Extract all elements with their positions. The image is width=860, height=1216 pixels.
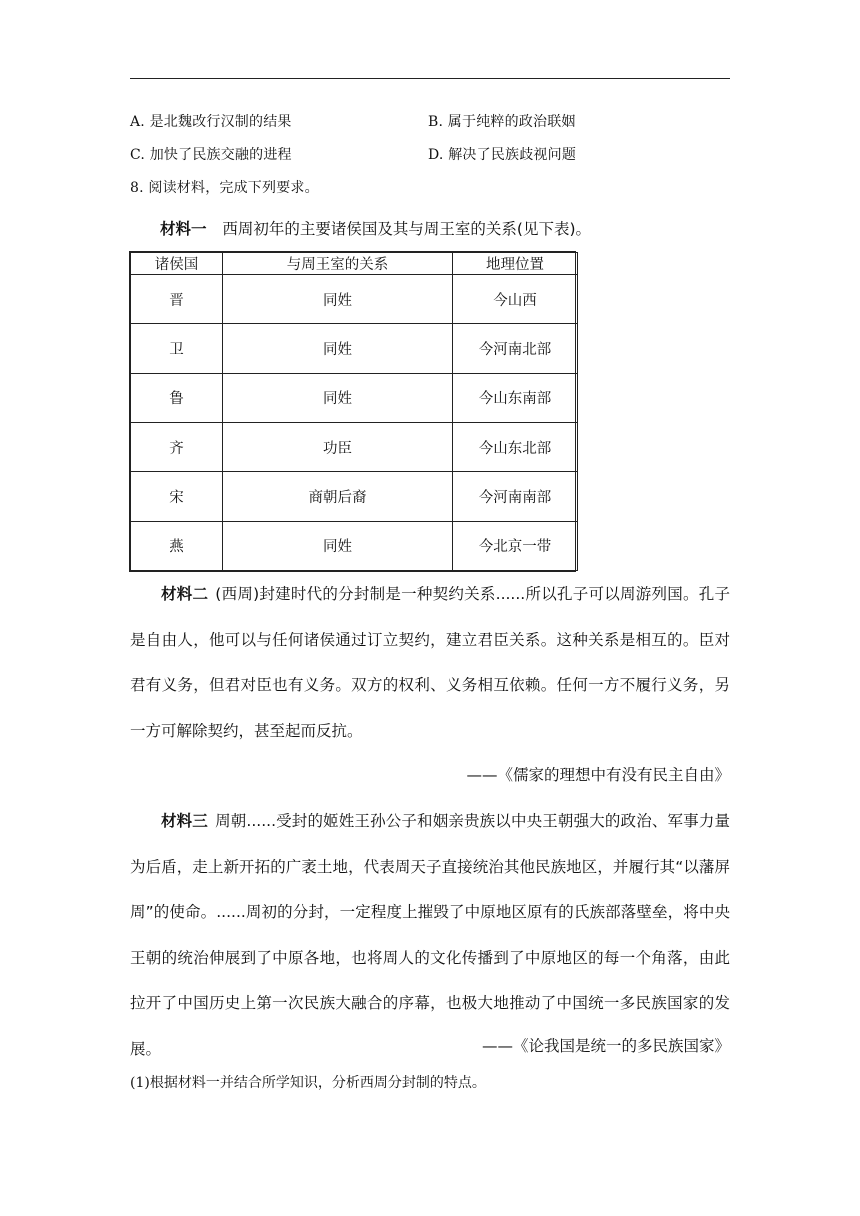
table-cell-state: 卫	[131, 324, 223, 373]
table-cell-relation: 功臣	[223, 422, 453, 471]
sub-question-1: (1)根据材料一并结合所学知识，分析西周分封制的特点。	[130, 1075, 486, 1091]
table-cell-state: 齐	[131, 422, 223, 471]
table-row	[131, 521, 578, 570]
table-cell-location: 今河南北部	[453, 324, 578, 373]
material-1-label: 材料一	[160, 220, 207, 238]
material-3-text: 周朝......受封的姬姓王孙公子和姻亲贵族以中央王朝强大的政治、军事力量为后盾，走上新开拓的广袤土地，代表周天子直接统治其他民族地区，并履行其“以藩屏周”的使命。......周初的分封，一定程度上摧毁了中原地区原有的氏族部落壁垒，将中央王朝的统治伸展到了中原各地，也将周人的文化传播到了中原地区的每一个角落，由此拉开了中国历史上第一次民族大融合的序幕，也极大地推动了中国统一多民族国家的发展。	[130, 812, 730, 1058]
table-header-relation: 与周王室的关系	[223, 253, 453, 275]
question-8-prompt: 8. 阅读材料，完成下列要求。	[130, 180, 319, 196]
material-3-paragraph	[130, 799, 730, 1073]
table-cell-location: 今山东南部	[453, 373, 578, 422]
option-c: C. 加快了民族交融的进程	[130, 147, 292, 163]
table-row	[131, 275, 578, 324]
table-cell-state: 晋	[131, 275, 223, 324]
table-row	[131, 324, 578, 373]
table-cell-state: 燕	[131, 521, 223, 570]
vassal-state-table	[129, 251, 576, 572]
material-2-source: ——《儒家的理想中有没有民主自由》	[466, 766, 730, 784]
material-2-text: (西周)封建时代的分封制是一种契约关系......所以孔子可以周游列国。孔子是自由人，他可以与任何诸侯通过订立契约，建立君臣关系。这种关系是相互的。臣对君有义务，但君对臣也有义务。双方的权利、义务相互依赖。任何一方不履行义务，另一方可解除契约，甚至起而反抗。	[130, 585, 730, 740]
table-cell-state: 宋	[131, 472, 223, 521]
table-row	[131, 373, 578, 422]
material-3-source: ——《论我国是统一的多民族国家》	[481, 1037, 730, 1055]
table-cell-relation: 同姓	[223, 275, 453, 324]
table-cell-relation: 同姓	[223, 521, 453, 570]
option-a: A. 是北魏改行汉制的结果	[130, 114, 292, 130]
table-header-location: 地理位置	[453, 253, 578, 275]
table-cell-location: 今山东北部	[453, 422, 578, 471]
material-1-title: 西周初年的主要诸侯国及其与周王室的关系(见下表)。	[222, 220, 591, 238]
material-1-heading	[160, 218, 591, 240]
table-header-state: 诸侯国	[131, 253, 223, 275]
table-cell-state: 鲁	[131, 373, 223, 422]
table-cell-location: 今北京一带	[453, 521, 578, 570]
table-row	[131, 422, 578, 471]
header-rule	[130, 78, 730, 79]
table-row	[131, 472, 578, 521]
option-d: D. 解决了民族歧视问题	[428, 147, 577, 163]
material-2-paragraph	[130, 572, 730, 754]
option-b: B. 属于纯粹的政治联姻	[428, 114, 576, 130]
material-2-label: 材料二	[161, 585, 209, 603]
table-header-row	[131, 253, 578, 275]
table-cell-relation: 同姓	[223, 324, 453, 373]
table-cell-location: 今河南南部	[453, 472, 578, 521]
table-cell-relation: 商朝后裔	[223, 472, 453, 521]
material-3-label: 材料三	[161, 812, 208, 830]
table-cell-location: 今山西	[453, 275, 578, 324]
table-cell-relation: 同姓	[223, 373, 453, 422]
